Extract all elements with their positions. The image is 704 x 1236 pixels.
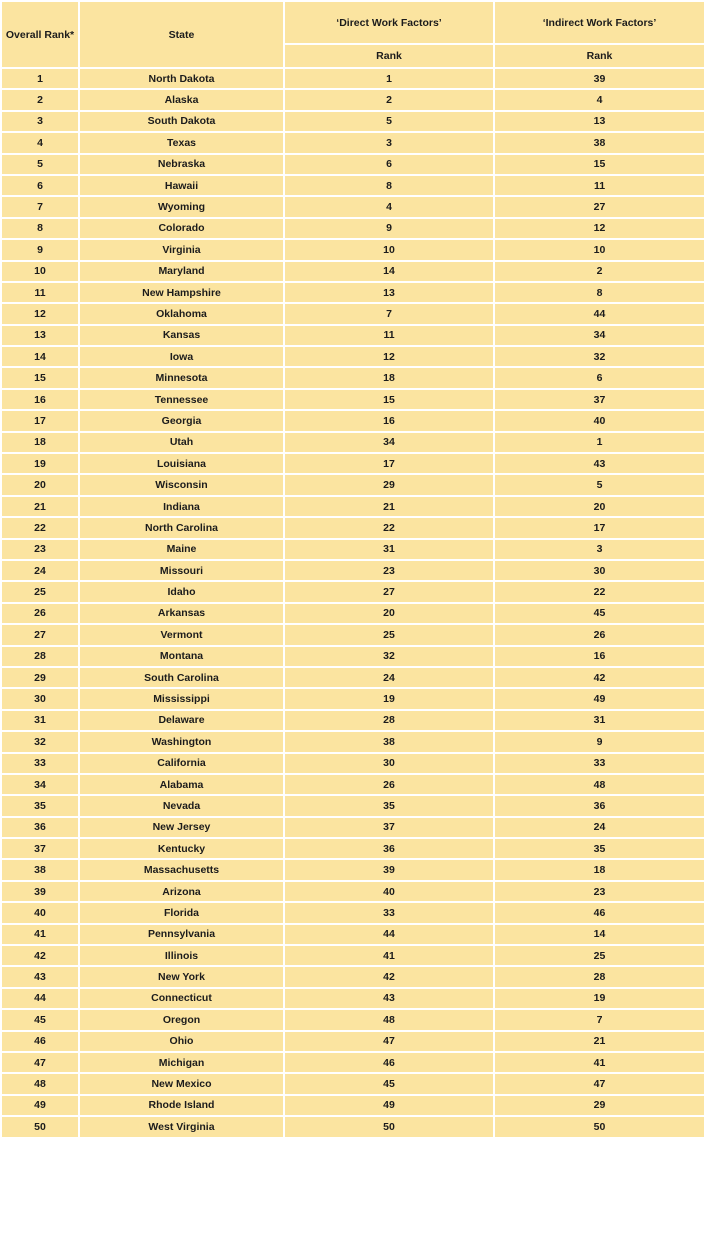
indirect-rank-cell: 29 [494,1095,704,1116]
indirect-rank-cell: 10 [494,239,704,260]
direct-rank-cell: 16 [284,410,494,431]
direct-rank-cell: 30 [284,753,494,774]
direct-rank-cell: 25 [284,624,494,645]
state-cell: New Jersey [79,817,284,838]
indirect-rank-cell: 18 [494,859,704,880]
direct-rank-cell: 14 [284,261,494,282]
overall-rank-cell: 38 [1,859,79,880]
overall-rank-cell: 26 [1,603,79,624]
direct-rank-cell: 19 [284,688,494,709]
indirect-rank-cell: 23 [494,881,704,902]
indirect-rank-cell: 4 [494,89,704,110]
table-row [1,1031,704,1052]
direct-rank-cell: 43 [284,988,494,1009]
state-cell: Arizona [79,881,284,902]
indirect-rank-cell: 19 [494,988,704,1009]
state-cell: Missouri [79,560,284,581]
state-cell: New Hampshire [79,282,284,303]
direct-rank-cell: 5 [284,111,494,132]
direct-rank-cell: 1 [284,68,494,89]
table-row [1,560,704,581]
state-cell: Pennsylvania [79,924,284,945]
table-row [1,517,704,538]
header-overall-rank: Overall Rank* [1,1,79,68]
indirect-rank-cell: 28 [494,966,704,987]
overall-rank-cell: 16 [1,389,79,410]
direct-rank-cell: 10 [284,239,494,260]
state-cell: Mississippi [79,688,284,709]
indirect-rank-cell: 45 [494,603,704,624]
table-row [1,966,704,987]
direct-rank-cell: 23 [284,560,494,581]
direct-rank-cell: 9 [284,218,494,239]
overall-rank-cell: 39 [1,881,79,902]
indirect-rank-cell: 43 [494,453,704,474]
direct-rank-cell: 12 [284,346,494,367]
overall-rank-cell: 33 [1,753,79,774]
overall-rank-cell: 43 [1,966,79,987]
indirect-rank-cell: 41 [494,1052,704,1073]
table-row [1,325,704,346]
table-row [1,175,704,196]
state-cell: Maryland [79,261,284,282]
indirect-rank-cell: 8 [494,282,704,303]
overall-rank-cell: 28 [1,646,79,667]
overall-rank-cell: 37 [1,838,79,859]
overall-rank-cell: 35 [1,795,79,816]
overall-rank-cell: 24 [1,560,79,581]
table-row [1,859,704,880]
state-cell: Virginia [79,239,284,260]
indirect-rank-cell: 7 [494,1009,704,1030]
indirect-rank-cell: 48 [494,774,704,795]
overall-rank-cell: 29 [1,667,79,688]
direct-rank-cell: 15 [284,389,494,410]
state-cell: Maine [79,539,284,560]
indirect-rank-cell: 47 [494,1073,704,1094]
indirect-rank-cell: 20 [494,496,704,517]
table-row [1,902,704,923]
overall-rank-cell: 11 [1,282,79,303]
direct-rank-cell: 11 [284,325,494,346]
table-row [1,1116,704,1137]
direct-rank-cell: 20 [284,603,494,624]
state-cell: South Carolina [79,667,284,688]
direct-rank-cell: 29 [284,474,494,495]
indirect-rank-cell: 1 [494,432,704,453]
table-row [1,68,704,89]
state-cell: Minnesota [79,367,284,388]
overall-rank-cell: 25 [1,581,79,602]
direct-rank-cell: 6 [284,154,494,175]
direct-rank-cell: 27 [284,581,494,602]
indirect-rank-cell: 21 [494,1031,704,1052]
state-cell: Florida [79,902,284,923]
table-row [1,924,704,945]
overall-rank-cell: 1 [1,68,79,89]
table-row [1,132,704,153]
state-cell: Colorado [79,218,284,239]
indirect-rank-cell: 40 [494,410,704,431]
state-cell: Massachusetts [79,859,284,880]
indirect-rank-cell: 17 [494,517,704,538]
indirect-rank-cell: 3 [494,539,704,560]
table-row [1,881,704,902]
table-row [1,603,704,624]
state-cell: California [79,753,284,774]
table-row [1,731,704,752]
direct-rank-cell: 26 [284,774,494,795]
table-row [1,474,704,495]
direct-rank-cell: 7 [284,303,494,324]
indirect-rank-cell: 31 [494,710,704,731]
header-indirect-work-factors: ‘Indirect Work Factors’ [494,1,704,44]
table-row [1,710,704,731]
table-row [1,1073,704,1094]
indirect-rank-cell: 49 [494,688,704,709]
overall-rank-cell: 13 [1,325,79,346]
overall-rank-cell: 44 [1,988,79,1009]
indirect-rank-cell: 33 [494,753,704,774]
table-body [1,68,704,1138]
overall-rank-cell: 30 [1,688,79,709]
overall-rank-cell: 40 [1,902,79,923]
state-cell: West Virginia [79,1116,284,1137]
direct-rank-cell: 24 [284,667,494,688]
state-cell: North Carolina [79,517,284,538]
direct-rank-cell: 21 [284,496,494,517]
overall-rank-cell: 21 [1,496,79,517]
direct-rank-cell: 17 [284,453,494,474]
overall-rank-cell: 17 [1,410,79,431]
state-cell: Wyoming [79,196,284,217]
indirect-rank-cell: 11 [494,175,704,196]
overall-rank-cell: 45 [1,1009,79,1030]
indirect-rank-cell: 34 [494,325,704,346]
state-cell: Tennessee [79,389,284,410]
header-indirect-rank: Rank [494,44,704,68]
direct-rank-cell: 44 [284,924,494,945]
direct-rank-cell: 39 [284,859,494,880]
state-cell: Washington [79,731,284,752]
state-cell: North Dakota [79,68,284,89]
overall-rank-cell: 50 [1,1116,79,1137]
overall-rank-cell: 2 [1,89,79,110]
overall-rank-cell: 20 [1,474,79,495]
header-state: State [79,1,284,68]
state-cell: Vermont [79,624,284,645]
table-row [1,453,704,474]
overall-rank-cell: 49 [1,1095,79,1116]
table-row [1,410,704,431]
indirect-rank-cell: 13 [494,111,704,132]
indirect-rank-cell: 5 [494,474,704,495]
indirect-rank-cell: 50 [494,1116,704,1137]
overall-rank-cell: 8 [1,218,79,239]
table-row [1,432,704,453]
state-cell: Delaware [79,710,284,731]
indirect-rank-cell: 2 [494,261,704,282]
indirect-rank-cell: 42 [494,667,704,688]
overall-rank-cell: 7 [1,196,79,217]
indirect-rank-cell: 24 [494,817,704,838]
direct-rank-cell: 41 [284,945,494,966]
indirect-rank-cell: 32 [494,346,704,367]
state-cell: Kansas [79,325,284,346]
table-row [1,945,704,966]
indirect-rank-cell: 9 [494,731,704,752]
direct-rank-cell: 2 [284,89,494,110]
state-cell: Rhode Island [79,1095,284,1116]
state-cell: Alaska [79,89,284,110]
state-cell: Kentucky [79,838,284,859]
state-cell: Ohio [79,1031,284,1052]
table-row [1,218,704,239]
table-row [1,346,704,367]
overall-rank-cell: 27 [1,624,79,645]
overall-rank-cell: 48 [1,1073,79,1094]
overall-rank-cell: 19 [1,453,79,474]
table-row [1,154,704,175]
state-cell: Nevada [79,795,284,816]
state-cell: Montana [79,646,284,667]
direct-rank-cell: 33 [284,902,494,923]
indirect-rank-cell: 6 [494,367,704,388]
table-row [1,667,704,688]
overall-rank-cell: 46 [1,1031,79,1052]
state-cell: South Dakota [79,111,284,132]
overall-rank-cell: 36 [1,817,79,838]
direct-rank-cell: 45 [284,1073,494,1094]
overall-rank-cell: 34 [1,774,79,795]
direct-rank-cell: 3 [284,132,494,153]
overall-rank-cell: 9 [1,239,79,260]
overall-rank-cell: 47 [1,1052,79,1073]
overall-rank-cell: 3 [1,111,79,132]
overall-rank-cell: 22 [1,517,79,538]
direct-rank-cell: 36 [284,838,494,859]
overall-rank-cell: 14 [1,346,79,367]
overall-rank-cell: 41 [1,924,79,945]
state-cell: New Mexico [79,1073,284,1094]
table-header [1,1,704,68]
direct-rank-cell: 49 [284,1095,494,1116]
overall-rank-cell: 4 [1,132,79,153]
direct-rank-cell: 18 [284,367,494,388]
state-cell: Iowa [79,346,284,367]
state-cell: Illinois [79,945,284,966]
direct-rank-cell: 46 [284,1052,494,1073]
state-cell: Idaho [79,581,284,602]
direct-rank-cell: 42 [284,966,494,987]
overall-rank-cell: 10 [1,261,79,282]
header-direct-work-factors: ‘Direct Work Factors’ [284,1,494,44]
overall-rank-cell: 5 [1,154,79,175]
table-row [1,795,704,816]
table-row [1,988,704,1009]
direct-rank-cell: 50 [284,1116,494,1137]
table-row [1,196,704,217]
indirect-rank-cell: 38 [494,132,704,153]
state-cell: Oregon [79,1009,284,1030]
state-cell: Wisconsin [79,474,284,495]
state-cell: Nebraska [79,154,284,175]
table-row [1,239,704,260]
state-cell: New York [79,966,284,987]
direct-rank-cell: 47 [284,1031,494,1052]
table-row [1,774,704,795]
state-cell: Connecticut [79,988,284,1009]
state-cell: Louisiana [79,453,284,474]
state-cell: Hawaii [79,175,284,196]
table-row [1,282,704,303]
table-row [1,539,704,560]
table-row [1,624,704,645]
overall-rank-cell: 32 [1,731,79,752]
state-cell: Michigan [79,1052,284,1073]
table-row [1,753,704,774]
indirect-rank-cell: 44 [494,303,704,324]
overall-rank-cell: 18 [1,432,79,453]
direct-rank-cell: 32 [284,646,494,667]
overall-rank-cell: 12 [1,303,79,324]
indirect-rank-cell: 25 [494,945,704,966]
direct-rank-cell: 40 [284,881,494,902]
direct-rank-cell: 28 [284,710,494,731]
overall-rank-cell: 15 [1,367,79,388]
table-row [1,688,704,709]
direct-rank-cell: 8 [284,175,494,196]
table-row [1,496,704,517]
indirect-rank-cell: 39 [494,68,704,89]
overall-rank-cell: 23 [1,539,79,560]
table-row [1,389,704,410]
indirect-rank-cell: 16 [494,646,704,667]
direct-rank-cell: 13 [284,282,494,303]
indirect-rank-cell: 22 [494,581,704,602]
table-row [1,261,704,282]
overall-rank-cell: 31 [1,710,79,731]
direct-rank-cell: 34 [284,432,494,453]
indirect-rank-cell: 36 [494,795,704,816]
indirect-rank-cell: 15 [494,154,704,175]
state-cell: Utah [79,432,284,453]
direct-rank-cell: 31 [284,539,494,560]
indirect-rank-cell: 37 [494,389,704,410]
indirect-rank-cell: 14 [494,924,704,945]
indirect-rank-cell: 26 [494,624,704,645]
table-row [1,817,704,838]
direct-rank-cell: 22 [284,517,494,538]
state-cell: Arkansas [79,603,284,624]
overall-rank-cell: 42 [1,945,79,966]
direct-rank-cell: 35 [284,795,494,816]
direct-rank-cell: 38 [284,731,494,752]
indirect-rank-cell: 46 [494,902,704,923]
state-cell: Texas [79,132,284,153]
table-row [1,1052,704,1073]
header-direct-rank: Rank [284,44,494,68]
table-row [1,111,704,132]
table-row [1,303,704,324]
state-cell: Alabama [79,774,284,795]
indirect-rank-cell: 30 [494,560,704,581]
direct-rank-cell: 4 [284,196,494,217]
state-cell: Indiana [79,496,284,517]
direct-rank-cell: 37 [284,817,494,838]
state-cell: Oklahoma [79,303,284,324]
indirect-rank-cell: 35 [494,838,704,859]
table-row [1,838,704,859]
table-row [1,89,704,110]
indirect-rank-cell: 27 [494,196,704,217]
state-cell: Georgia [79,410,284,431]
table-row [1,367,704,388]
table-row [1,581,704,602]
overall-rank-cell: 6 [1,175,79,196]
table-row [1,646,704,667]
table-row [1,1009,704,1030]
direct-rank-cell: 48 [284,1009,494,1030]
table-row [1,1095,704,1116]
indirect-rank-cell: 12 [494,218,704,239]
